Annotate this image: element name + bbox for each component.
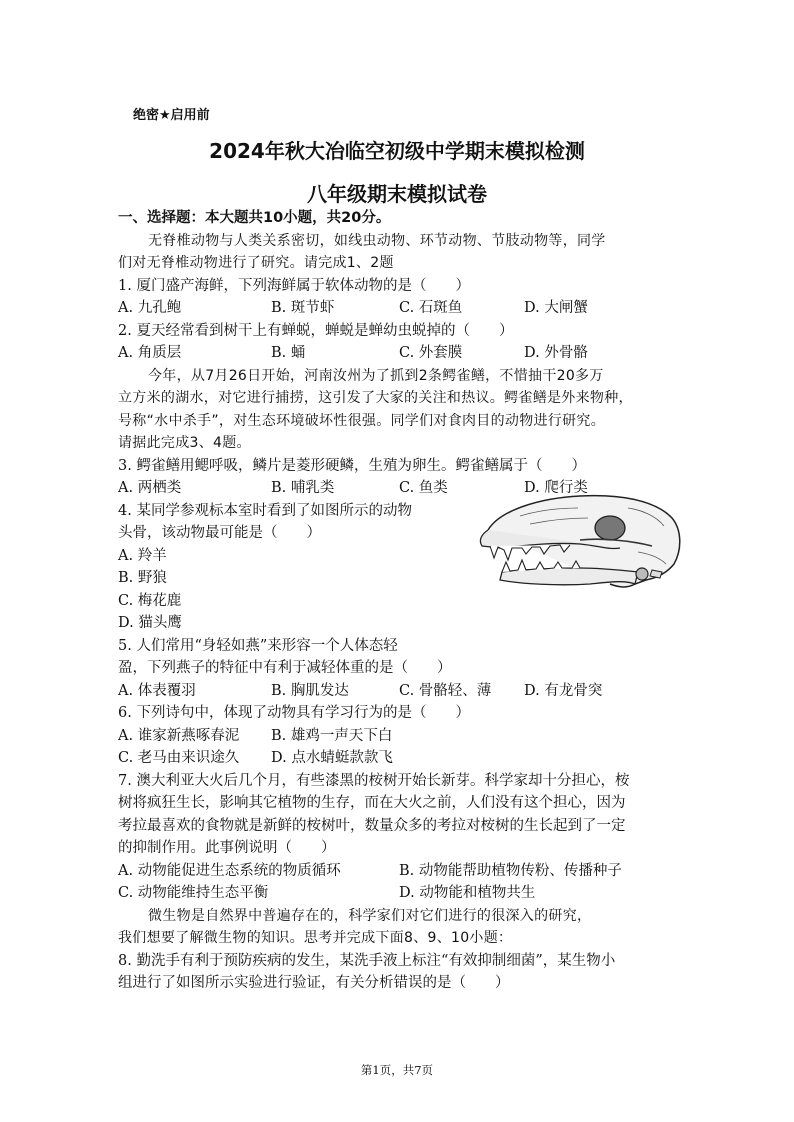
question-5-options (118, 680, 678, 703)
option-b: B. 蛹 (271, 345, 306, 361)
confidential-mark: 绝密★启用前 (133, 108, 210, 123)
option-d: D. 动物能和植物共生 (399, 885, 536, 901)
option-c: C. 鱼类 (399, 480, 448, 496)
intro-text: 今年，从7月26日开始，河南汝州为了抓到2条鳄雀鳝，不惜抽干20多万 (148, 367, 604, 384)
page-number: 第1页，共7页 (360, 1063, 434, 1077)
option-d: D. 大闸蟹 (524, 300, 588, 316)
question-3-stem: 3. 鳄雀鳝用鳃呼吸，鳞片是菱形硬鳞，生殖为卵生。鳄雀鳝属于（ ） (118, 457, 586, 474)
question-6-options (118, 747, 678, 770)
option-a: A. 动物能促进生态系统的物质循环 (118, 862, 341, 879)
option-c: C. 石斑鱼 (399, 300, 463, 316)
option-d: D. 猫头鹰 (118, 615, 182, 631)
question-6-stem: 6. 下列诗句中，体现了动物具有学习行为的是（ ） (118, 705, 470, 721)
option-b: B. 哺乳类 (271, 480, 335, 496)
question-5-stem: 5. 人们常用“身轻如燕”来形容一个人体态轻 (118, 637, 398, 654)
animal-skull-image (460, 488, 685, 603)
exam-subtitle: 八年级期末模拟试卷 (307, 182, 487, 206)
option-b: B. 胸肌发达 (271, 682, 349, 699)
question-7-stem: 考拉最喜欢的食物就是新鲜的桉树叶，数量众多的考拉对桉树的生长起到了一定 (118, 817, 626, 834)
section-heading: 一、选择题：本大题共10小题，共20分。 (118, 210, 391, 226)
intro-text: 微生物是自然界中普遍存在的，科学家们对它们进行的很深入的研究， (148, 907, 592, 924)
option-c: C. 梅花鹿 (118, 592, 182, 609)
intro-text: 立方米的湖水，对它进行捕捞，这引发了大家的关注和热议。鳄雀鳝是外来物种， (118, 390, 633, 406)
option-d: D. 爬行类 (524, 480, 588, 496)
option-b: B. 斑节虾 (271, 300, 335, 316)
intro-text: 们对无脊椎动物进行了研究。请完成1、2题 (118, 255, 394, 271)
question-2-stem: 2. 夏天经常看到树干上有蝉蜕，蝉蜕是蝉幼虫蜕掉的（ ） (118, 322, 514, 339)
option-c: C. 外套膜 (399, 345, 463, 361)
option-a: A. 角质层 (118, 345, 182, 361)
option-c: C. 骨骼轻、薄 (399, 682, 492, 699)
option-d: D. 点水蜻蜓款款飞 (271, 750, 393, 766)
question-7-options (118, 882, 678, 905)
option-c: C. 老马由来识途久 (118, 750, 240, 766)
question-6-options (118, 725, 678, 748)
question-5-stem: 盈，下列燕子的特征中有利于减轻体重的是（ ） (118, 660, 452, 676)
option-c: C. 动物能维持生态平衡 (118, 885, 269, 901)
option-a: A. 羚羊 (118, 547, 167, 564)
question-7-stem: 7. 澳大利亚大火后几个月，有些漆黑的桉树开始长新芽。科学家却十分担心，桉 (118, 772, 630, 789)
question-7-stem: 的抑制作用。此事例说明（ ） (118, 840, 336, 856)
intro-text: 号称“水中杀手”，对生态环境破坏性很强。同学们对食肉目的动物进行研究。 (118, 412, 606, 429)
exam-title: 2024年秋大冶临空初级中学期末模拟检测 (209, 139, 585, 163)
intro-text: 我们想要了解微生物的知识。思考并完成下面8、9、10小题： (118, 930, 513, 946)
option-a: A. 谁家新燕啄春泥 (118, 727, 240, 744)
option-b: B. 动物能帮助植物传粉、传播种子 (399, 862, 622, 879)
question-4-stem: 4. 某同学参观标本室时看到了如图所示的动物 (118, 502, 412, 519)
option-d: D. 外骨骼 (524, 345, 588, 361)
option-a: A. 九孔鲍 (118, 300, 182, 316)
question-7-options (118, 860, 678, 883)
intro-text: 无脊椎动物与人类关系密切，如线虫动物、环节动物、节肢动物等，同学 (148, 232, 606, 249)
question-4-stem: 头骨，该动物最可能是（ ） (118, 525, 321, 541)
option-a: A. 体表覆羽 (118, 682, 196, 699)
question-8-stem: 组进行了如图所示实验进行验证，有关分析错误的是（ ） (118, 975, 510, 991)
question-8-stem: 8. 勤洗手有利于预防疾病的发生，某洗手液上标注“有效抑制细菌”，某生物小 (118, 952, 616, 969)
question-2-options (118, 342, 678, 365)
option-d: D. 有龙骨突 (524, 682, 603, 699)
question-1-options (118, 297, 678, 320)
question-1-stem: 1. 厦门盛产海鲜，下列海鲜属于软体动物的是（ ） (118, 277, 470, 294)
option-b: B. 雄鸡一声天下白 (271, 727, 393, 744)
intro-text: 请据此完成3、4题。 (118, 435, 251, 451)
option-a: A. 两栖类 (118, 480, 182, 496)
question-7-stem: 树将疯狂生长，影响其它植物的生存，而在大火之前，人们没有这个担心，因为 (118, 795, 626, 811)
option-b: B. 野狼 (118, 570, 167, 586)
